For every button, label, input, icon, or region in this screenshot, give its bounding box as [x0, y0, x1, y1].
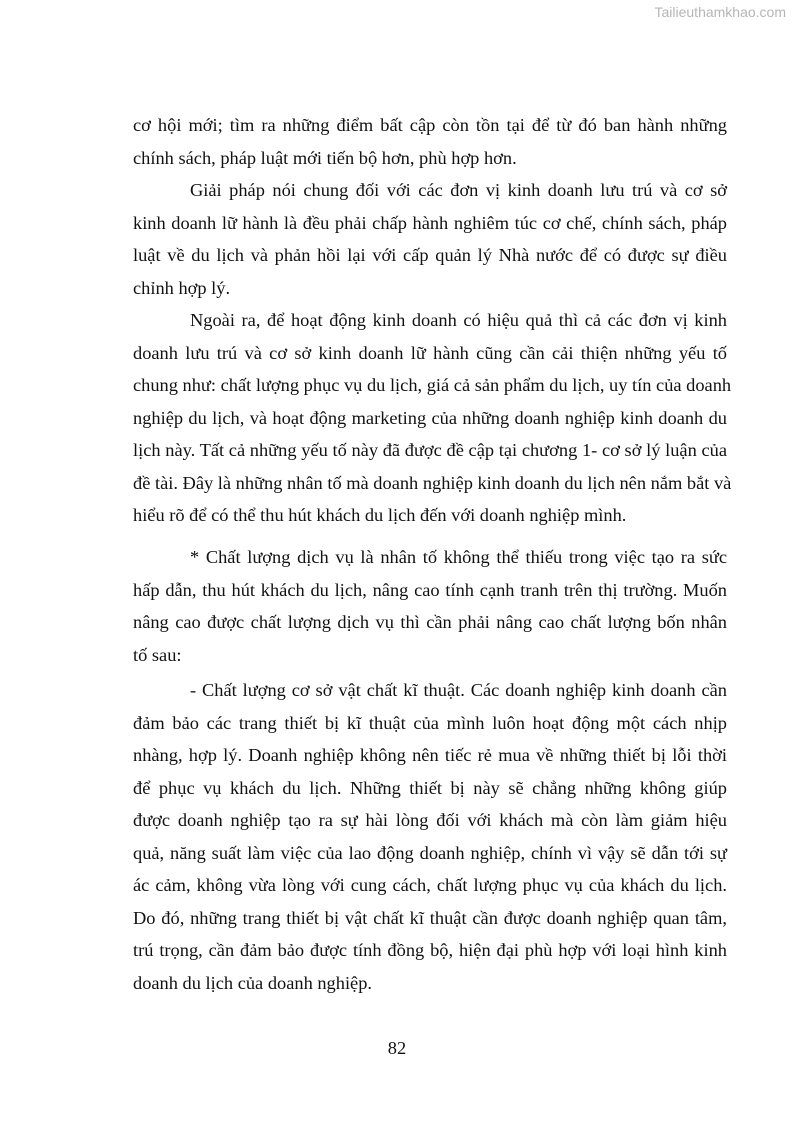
text-line: ác cảm, không vừa lòng với cung cách, chất lượng phục vụ của khách du lịch.	[133, 875, 727, 895]
page-number: 82	[387, 1038, 407, 1058]
text-line: cơ hội mới; tìm ra những điểm bất cập còn tồn tại để từ đó ban hành những	[133, 115, 727, 135]
paragraph-5	[133, 674, 727, 999]
text-line: nhàng, hợp lý. Doanh nghiệp không nên tiếc rẻ mua về những thiết bị lỗi thời	[133, 745, 727, 765]
text-line: - Chất lượng cơ sở vật chất kĩ thuật. Các doanh nghiệp kinh doanh cần	[190, 680, 727, 700]
watermark: Tailieuthamkhao.com	[654, 4, 786, 20]
paragraph-3	[133, 304, 732, 532]
text-line: để phục vụ khách du lịch. Những thiết bị này sẽ chẳng những không giúp	[133, 777, 727, 798]
text-line: * Chất lượng dịch vụ là nhân tố không thể thiếu trong việc tạo ra sức	[190, 547, 727, 567]
text-line: Ngoài ra, để hoạt động kinh doanh có hiệu quả thì cả các đơn vị kinh	[190, 310, 727, 330]
text-line: Giải pháp nói chung đối với các đơn vị kinh doanh lưu trú và cơ sở	[190, 180, 727, 200]
text-line: tố sau:	[133, 644, 182, 665]
text-line: Do đó, những trang thiết bị vật chất kĩ thuật cần được doanh nghiệp quan tâm,	[133, 907, 727, 928]
text-line: lịch này. Tất cả những yếu tố này đã được đề cập tại chương 1- cơ sở lý luận của	[133, 440, 727, 460]
text-line: chỉnh hợp lý.	[133, 277, 231, 298]
paragraph-2	[133, 174, 727, 304]
text-line: chung như: chất lượng phục vụ du lịch, giá cả sản phẩm du lịch, uy tín của doanh	[133, 375, 732, 395]
text-line: kinh doanh lữ hành là đều phải chấp hành nghiêm túc cơ chế, chính sách, pháp	[133, 212, 727, 233]
text-line: chính sách, pháp luật mới tiến bộ hơn, phù hợp hơn.	[133, 147, 517, 168]
text-line: nghiệp du lịch, và hoạt động marketing của những doanh nghiệp kinh doanh du	[133, 407, 727, 428]
text-line: đảm bảo các trang thiết bị kĩ thuật của mình luôn hoạt động một cách nhịp	[133, 712, 727, 733]
text-line: nâng cao được chất lượng dịch vụ thì cần phải nâng cao chất lượng bốn nhân	[133, 612, 727, 632]
text-line: doanh lưu trú và cơ sở kinh doanh lữ hành cũng cần cải thiện những yếu tố	[133, 342, 727, 363]
text-line: quả, năng suất làm việc của lao động doanh nghiệp, chính vì vậy sẽ dẫn tới sự	[133, 842, 727, 863]
text-line: được doanh nghiệp tạo ra sự hài lòng đối với khách mà còn làm giảm hiệu	[133, 810, 727, 830]
text-line: hiểu rõ để có thể thu hút khách du lịch đến với doanh nghiệp mình.	[133, 505, 627, 525]
text-line: hấp dẫn, thu hút khách du lịch, nâng cao tính cạnh tranh trên thị trường. Muốn	[133, 579, 727, 600]
text-line: đề tài. Đây là những nhân tố mà doanh nghiệp kinh doanh du lịch nên nắm bắt và	[133, 472, 732, 493]
text-line: trú trọng, cần đảm bảo được tính đồng bộ, hiện đại phù hợp với loại hình kinh	[133, 940, 727, 960]
text-line: doanh du lịch của doanh nghiệp.	[133, 972, 373, 993]
paragraph-4	[133, 541, 727, 671]
paragraph-1	[133, 109, 727, 174]
text-line: luật về du lịch và phản hồi lại với cấp quản lý Nhà nước để có được sự điều	[133, 245, 727, 265]
